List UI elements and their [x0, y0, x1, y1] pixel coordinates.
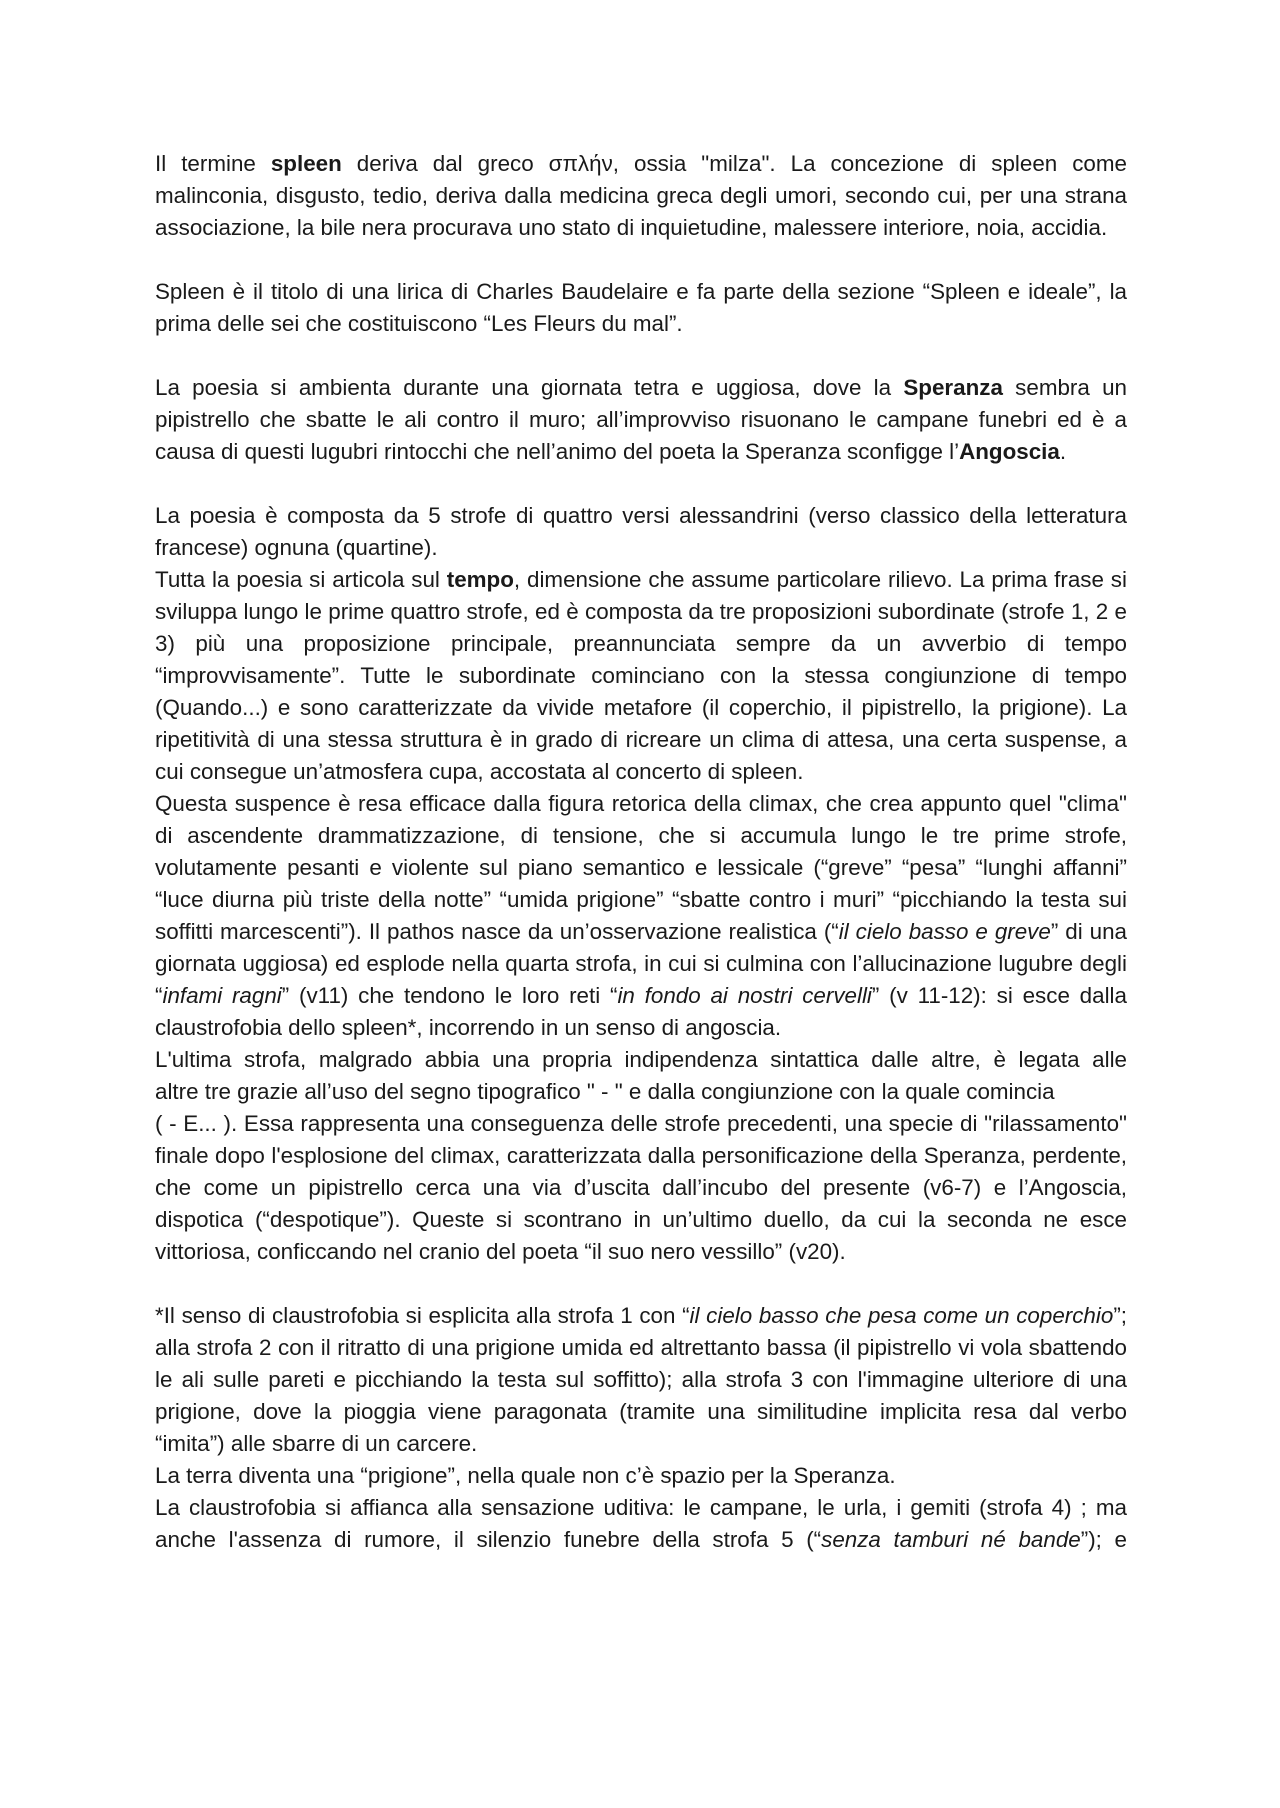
paragraph-gap [155, 340, 1127, 372]
paragraph-last-stanza [155, 1044, 1127, 1268]
paragraph-title-info [155, 276, 1127, 340]
text-run: La poesia è composta da 5 strofe di quattro versi alessandrini (verso classico della letteratura francese) ognuna (quartine). [155, 503, 1127, 560]
document-page [155, 148, 1127, 1556]
text-run: ”); e [1080, 1527, 1127, 1552]
paragraph-structure [155, 500, 1127, 564]
text-run: ”; alla strofa 2 con il ritratto di una prigione umida ed altrettanto bassa (il pipistrello vi vola sbattendo le ali sulle pareti e picchiando la testa sul soffitto); alla strofa 3 con l'immagine ulteriore di una prigione, dove la pioggia viene paragonata (tramite una similitudine implicita resa dal verbo “imita”) alle sbarre di un carcere. [155, 1303, 1127, 1456]
paragraph-climax [155, 788, 1127, 1044]
text-run: ( - E... ). Essa rappresenta una conseguenza delle strofe precedenti, una specie di "rilassamento" finale dopo l'esplosione del climax, caratterizzata dalla personificazione della Speranza, perdente, che come un pipistrello cerca una via d’uscita dall’incubo del presente (v6-7) e l’Angoscia, dispotica (“despotique”). Queste si scontrano in un’ultimo duello, da cui la seconda ne esce vittoriosa, conficcando nel cranio del poeta “il suo nero vessillo” (v20). [155, 1111, 1127, 1264]
paragraph-etymology [155, 148, 1127, 244]
text-run: deriva dal greco σπλήν, ossia "milza". La concezione di spleen come malinconia, disgusto, tedio, deriva dalla medicina greca degli umori, secondo cui, per una strana associazione, la bile nera procurava uno stato di inquietudine, malessere interiore, noia, accidia. [155, 151, 1127, 240]
paragraph-claustrophobia-note [155, 1300, 1127, 1460]
text-run: ” (v11) che tendono le loro reti “ [281, 983, 618, 1008]
italic-quote: senza tamburi né bande [821, 1527, 1081, 1552]
paragraph-auditory [155, 1492, 1127, 1556]
italic-quote: il cielo basso che pesa come un coperchio [689, 1303, 1114, 1328]
text-run: Il termine [155, 151, 271, 176]
text-run: La poesia si ambienta durante una giornata tetra e uggiosa, dove la [155, 375, 904, 400]
italic-quote: in fondo ai nostri cervelli [617, 983, 872, 1008]
text-run: . [1059, 439, 1067, 464]
text-run: Spleen è il titolo di una lirica di Charles Baudelaire e fa parte della sezione “Spleen e ideale”, la prima delle sei che costituiscono “Les Fleurs du mal”. [155, 279, 1127, 336]
bold-term-tempo: tempo [446, 567, 514, 592]
italic-quote: infami ragni [162, 983, 282, 1008]
bold-term-spleen: spleen [270, 151, 342, 176]
text-line: altre tre grazie all’uso del segno tipografico " - " e dalla congiunzione con la quale comincia [155, 1079, 1055, 1104]
paragraph-gap [155, 468, 1127, 500]
paragraph-prison [155, 1460, 1127, 1492]
paragraph-setting [155, 372, 1127, 468]
text-run: ” di una giornata uggiosa) ed esplode nella quarta strofa, in cui si culmina con l’allucinazione lugubre degli “ [155, 919, 1127, 1008]
text-run: Tutta la poesia si articola sul [155, 567, 447, 592]
paragraph-time [155, 564, 1127, 788]
text-run: La claustrofobia si affianca alla sensazione uditiva: le campane, le urla, i gemiti (strofa 4) ; ma anche l'assenza di rumore, il silenzio funebre della strofa 5 (“ [155, 1495, 1127, 1552]
bold-term-angoscia: Angoscia [959, 439, 1060, 464]
text-run: sembra un pipistrello che sbatte le ali contro il muro; all’improvviso risuonano le campane funebri ed è a causa di questi lugubri rintocchi che nell’animo del poeta la Speranza sconfigge l’ [155, 375, 1128, 464]
italic-quote: il cielo basso e greve [838, 919, 1051, 944]
text-line: L'ultima strofa, malgrado abbia una propria indipendenza sintattica dalle altre, è legata alle [155, 1047, 1127, 1072]
text-run: La terra diventa una “prigione”, nella quale non c’è spazio per la Speranza. [155, 1463, 896, 1488]
text-run: , dimensione che assume particolare rilievo. La prima frase si sviluppa lungo le prime quattro strofe, ed è composta da tre proposizioni subordinate (strofe 1, 2 e 3) più una proposizione principale, preannunciata sempre da un avverbio di tempo “improvvisamente”. Tutte le subordinate cominciano con la stessa congiunzione di tempo (Quando...) e sono caratterizzate da vivide metafore (il coperchio, il pipistrello, la prigione). La ripetitività di una stessa struttura è in grado di ricreare un clima di attesa, una certa suspense, a cui consegue un’atmosfera cupa, accostata al concerto di spleen. [155, 567, 1127, 784]
paragraph-gap [155, 244, 1127, 276]
text-run: ” (v 11-12): si esce dalla claustrofobia dello spleen*, incorrendo in un senso di angoscia. [155, 983, 1127, 1040]
text-run: Questa suspence è resa efficace dalla figura retorica della climax, che crea appunto quel "clima" di ascendente drammatizzazione, di tensione, che si accumula lungo le tre prime strofe, volutamente pesanti e violente sul piano semantico e lessicale (“greve” “pesa” “lunghi affanni” “luce diurna più triste della notte” “umida prigione” “sbatte contro i muri” “picchiando la testa sui soffitti marcescenti”). Il pathos nasce da un’osservazione realistica (“ [155, 791, 1127, 944]
text-run: *Il senso di claustrofobia si esplicita alla strofa 1 con “ [155, 1303, 690, 1328]
bold-term-speranza: Speranza [903, 375, 1003, 400]
paragraph-gap [155, 1268, 1127, 1300]
